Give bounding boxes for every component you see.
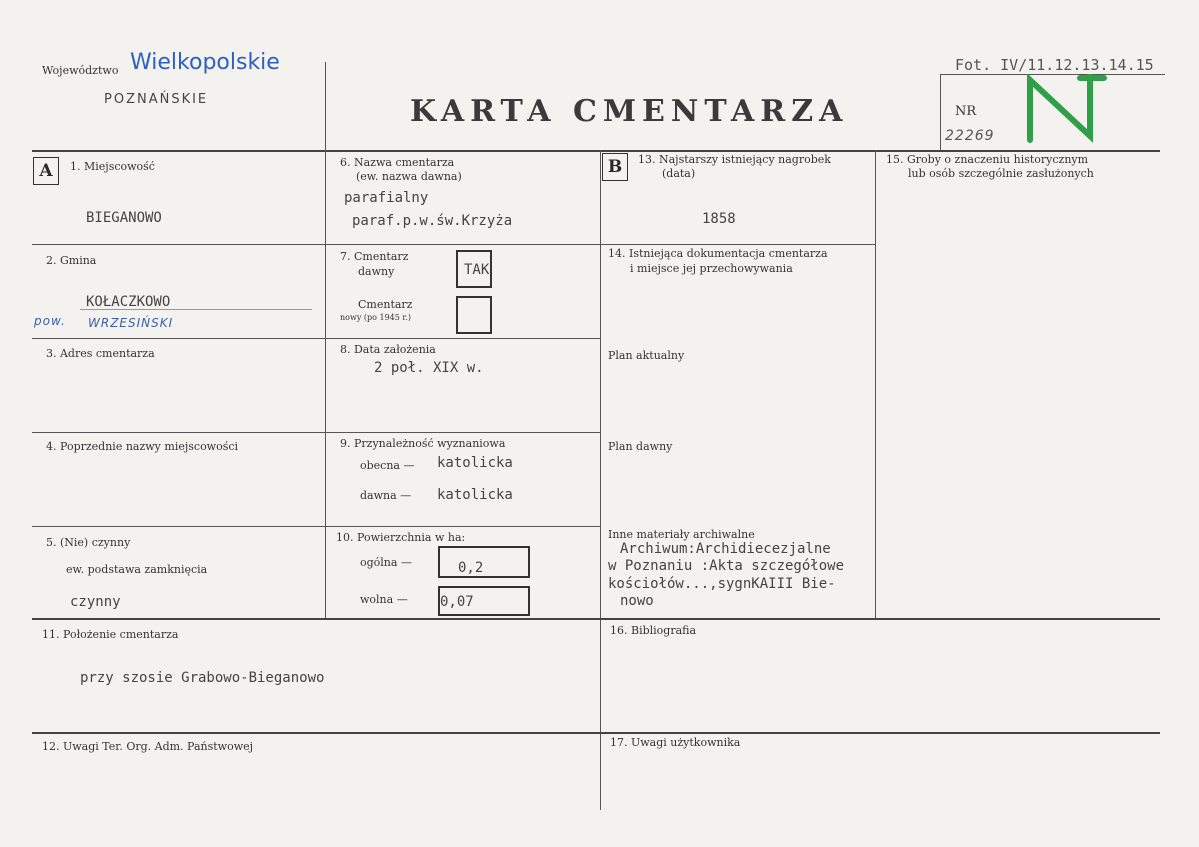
field-9-dawna-value: katolicka bbox=[437, 487, 513, 503]
inne-line-3: kościołów...,sygnKAIII Bie- bbox=[608, 576, 836, 592]
field-7-nowy-sub: nowy (po 1945 r.) bbox=[340, 313, 411, 322]
field-9-dawna: dawna — bbox=[360, 489, 412, 502]
row-a4 bbox=[32, 526, 600, 527]
field-10-ogolna: ogólna — bbox=[360, 556, 412, 569]
field-8-value: 2 poł. XIX w. bbox=[374, 360, 484, 376]
field-5-label: 5. (Nie) czynny bbox=[46, 536, 131, 549]
field-10-wolna-value: 0,07 bbox=[440, 594, 474, 610]
field-13-value: 1858 bbox=[702, 211, 736, 227]
field-7-nowy: Cmentarz bbox=[358, 298, 413, 311]
inne-line-4: nowo bbox=[620, 593, 654, 609]
row-b1 bbox=[600, 244, 875, 245]
col-divider-3 bbox=[875, 150, 876, 618]
field-15-label: 15. Groby o znaczeniu historycznym bbox=[886, 153, 1089, 166]
wojewodztwo-value: Wielkopolskie bbox=[130, 50, 280, 75]
field-11-label: 11. Położenie cmentarza bbox=[42, 628, 179, 641]
nr-box-left bbox=[940, 74, 941, 152]
top-rule bbox=[32, 150, 1160, 152]
field-7-nowy-checkbox[interactable] bbox=[456, 296, 492, 334]
field-9-label: 9. Przynależność wyznaniowa bbox=[340, 437, 506, 450]
field-2-pow-value: WRZESIŃSKI bbox=[88, 316, 174, 330]
field-5-sub: ew. podstawa zamknięcia bbox=[66, 563, 208, 576]
field-1-value: BIEGANOWO bbox=[86, 210, 162, 226]
lower-rule bbox=[32, 732, 1160, 734]
old-province: POZNAŃSKIE bbox=[104, 92, 209, 107]
field-12-label: 12. Uwagi Ter. Org. Adm. Państwowej bbox=[42, 740, 254, 753]
col-divider-1 bbox=[325, 150, 326, 618]
plan-aktualny-label: Plan aktualny bbox=[608, 349, 685, 362]
row-a1 bbox=[32, 244, 600, 245]
col-divider-2 bbox=[600, 150, 601, 810]
field-6-sub: (ew. nazwa dawna) bbox=[356, 170, 462, 183]
field-9-obecna: obecna — bbox=[360, 459, 415, 472]
field-7-dawny-value: TAK bbox=[464, 262, 490, 278]
field-8-label: 8. Data założenia bbox=[340, 343, 436, 356]
field-10-wolna: wolna — bbox=[360, 593, 408, 606]
field-1-label: 1. Miejscowość bbox=[70, 160, 155, 173]
field-11-value: przy szosie Grabowo-Bieganowo bbox=[80, 670, 325, 686]
field-14-label: 14. Istniejąca dokumentacja cmentarza bbox=[608, 247, 828, 260]
inne-line-2: w Poznaniu :Akta szczegółowe bbox=[608, 558, 845, 574]
nr-label: NR bbox=[955, 104, 977, 119]
row-a2 bbox=[32, 338, 600, 339]
wojewodztwo-label: Województwo bbox=[42, 64, 119, 77]
field-13-sub: (data) bbox=[662, 167, 696, 180]
fot-reference: Fot. IV/11.12.13.14.15 bbox=[955, 56, 1154, 74]
field-14-sub: i miejsce jej przechowywania bbox=[630, 262, 793, 275]
field-5-value: czynny bbox=[70, 594, 121, 610]
field-13-label: 13. Najstarszy istniejący nagrobek bbox=[638, 153, 831, 166]
field-16-label: 16. Bibliografia bbox=[610, 624, 697, 637]
field-10-label: 10. Powierzchnia w ha: bbox=[336, 531, 466, 544]
n-stamp bbox=[1020, 74, 1110, 144]
field-7-dawny: dawny bbox=[358, 265, 395, 278]
row-a3 bbox=[32, 432, 600, 433]
section-a-letter: A bbox=[33, 157, 59, 185]
inne-line-1: Archiwum:Archidiecezjalne bbox=[620, 541, 831, 557]
page-title: KARTA CMENTARZA bbox=[410, 94, 849, 129]
field-10-ogolna-value: 0,2 bbox=[458, 560, 484, 576]
field-2-underline bbox=[80, 309, 312, 310]
field-9-obecna-value: katolicka bbox=[437, 455, 513, 471]
inne-materialy-label: Inne materiały archiwalne bbox=[608, 528, 755, 541]
field-6-label: 6. Nazwa cmentarza bbox=[340, 156, 455, 169]
nr-value: 22269 bbox=[945, 128, 995, 144]
field-15-sub: lub osób szczególnie zasłużonych bbox=[908, 167, 1094, 180]
field-2-label: 2. Gmina bbox=[46, 254, 97, 267]
field-4-label: 4. Poprzednie nazwy miejscowości bbox=[46, 440, 239, 453]
field-7-label: 7. Cmentarz bbox=[340, 250, 409, 263]
plan-dawny-label: Plan dawny bbox=[608, 440, 673, 453]
field-6-value-1: parafialny bbox=[344, 190, 429, 206]
field-10-ogolna-box[interactable] bbox=[438, 546, 530, 578]
field-2-pow-prefix: pow. bbox=[34, 314, 66, 328]
section-b-letter: B bbox=[602, 153, 628, 181]
field-17-label: 17. Uwagi użytkownika bbox=[610, 736, 741, 749]
field-6-value-2: paraf.p.w.św.Krzyża bbox=[352, 213, 513, 229]
field-3-label: 3. Adres cmentarza bbox=[46, 347, 155, 360]
field-2-value: KOŁACZKOWO bbox=[86, 294, 171, 310]
header-divider bbox=[325, 62, 326, 150]
mid-rule bbox=[32, 618, 1160, 620]
